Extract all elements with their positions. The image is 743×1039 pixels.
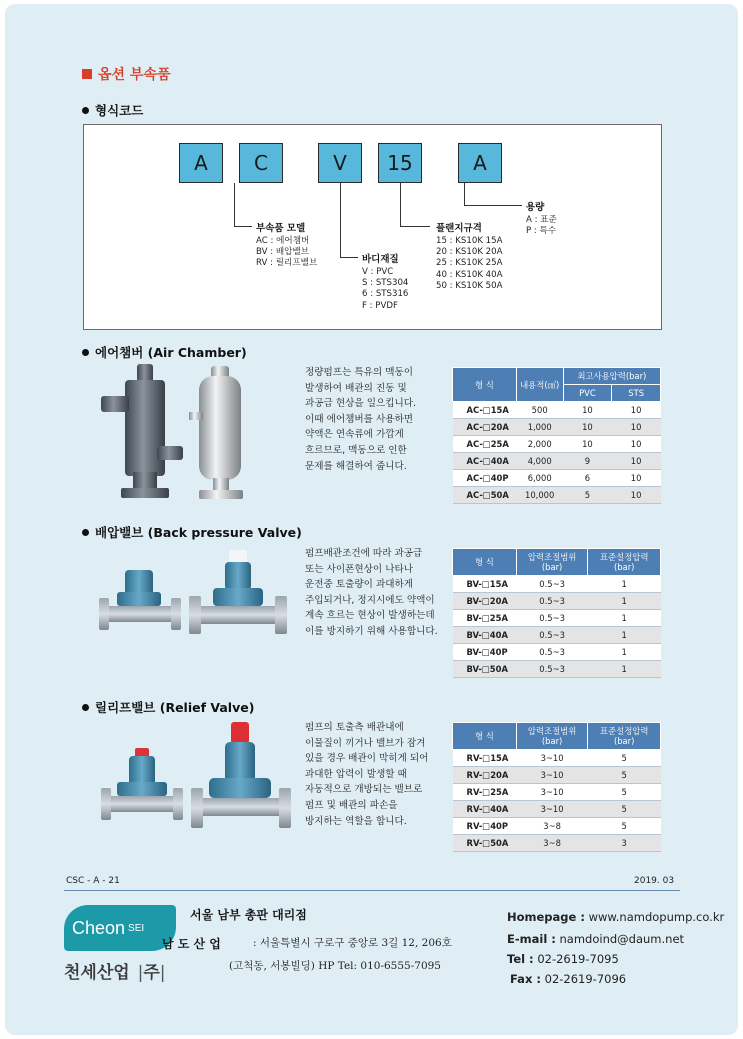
connector-line bbox=[340, 257, 358, 258]
back-pressure-title: 배압밸브 (Back pressure Valve) bbox=[82, 523, 302, 541]
small-relief-top-shape bbox=[129, 756, 155, 786]
code-box-3: V bbox=[318, 143, 362, 183]
pvc-flange-shape bbox=[121, 488, 169, 498]
col-header-model: 형 식 bbox=[453, 723, 517, 750]
col-header-range: 압력조절범위 (bar) bbox=[516, 549, 588, 576]
small-valve-flange-right-shape bbox=[171, 598, 181, 630]
connector-line bbox=[464, 205, 522, 206]
dealer-title: 서울 남부 총판 대리점 bbox=[190, 908, 307, 922]
connector-line bbox=[234, 226, 252, 227]
sts-side-pipe-shape bbox=[189, 412, 203, 420]
code-box-4: 15 bbox=[378, 143, 422, 183]
col-header-sts: STS bbox=[612, 385, 661, 402]
air-chamber-photo bbox=[95, 360, 295, 510]
homepage-line: Homepage : www.namdopump.co.kr bbox=[507, 910, 725, 924]
table-row: BV-□50A 0.5~3 1 bbox=[453, 661, 661, 678]
relief-description: 펌프의 토출측 배관내에 이물질이 끼거나 밸브가 잠겨 있을 경우 배관이 막히게 되어 과대한 압력이 발생할 때 자동적으로 개방되는 밸브로 펌프 및 배관의 파손을 방지하는 역할을 합니다. bbox=[305, 722, 429, 827]
large-relief-body-shape bbox=[209, 778, 271, 798]
large-valve-body-shape bbox=[213, 588, 263, 606]
bullet-icon bbox=[82, 107, 89, 114]
pvc-lower-port-shape bbox=[157, 446, 183, 460]
company-logo bbox=[64, 905, 176, 951]
connector-line bbox=[234, 183, 235, 226]
group-items-capacity: A : 표준 P : 특수 bbox=[526, 215, 557, 237]
small-relief-flange-left-shape bbox=[101, 788, 111, 820]
logo-text: Cheon bbox=[72, 917, 126, 938]
sts-body-shape bbox=[199, 376, 241, 480]
connector-line bbox=[400, 183, 401, 226]
connector-line bbox=[464, 183, 465, 205]
group-items-model: AC : 에어챔버 BV : 배압밸브 RV : 릴리프밸브 bbox=[256, 236, 318, 269]
code-box-1: A bbox=[179, 143, 223, 183]
col-header-max: 최고사용압력(bar) bbox=[563, 368, 660, 385]
group-items-flange: 15 : KS10K 15A 20 : KS10K 20A 25 : KS10K 25A 40 : KS10K 40A 50 : KS10K 50A bbox=[436, 236, 503, 291]
table-row: BV-□15A 0.5~3 1 bbox=[453, 576, 661, 593]
small-valve-pipe-shape bbox=[103, 606, 177, 622]
large-valve-cap-shape bbox=[229, 550, 247, 564]
small-relief-pipe-shape bbox=[105, 796, 179, 812]
table-row: AC-□40A 4,000 9 10 bbox=[453, 453, 661, 470]
dealer-address-1: : 서울특별시 구로구 중앙로 3길 12, 206호 bbox=[253, 937, 452, 949]
back-pressure-valve-photo bbox=[95, 548, 295, 658]
back-pressure-table bbox=[452, 548, 661, 678]
sts-neck-shape bbox=[213, 478, 229, 492]
code-box-2: C bbox=[239, 143, 283, 183]
large-valve-top-shape bbox=[225, 562, 251, 590]
pvc-cap-shape bbox=[137, 364, 153, 382]
company-name-ko: 천세산업 |주| bbox=[64, 963, 166, 983]
relief-valve-photo bbox=[95, 718, 295, 843]
code-box-5: A bbox=[458, 143, 502, 183]
bullet-icon bbox=[82, 529, 89, 536]
email-line: E-mail : namdoind@daum.net bbox=[507, 932, 685, 946]
doc-code: CSC - A - 21 bbox=[66, 876, 120, 886]
group-heading-model: 부속품 모델 bbox=[256, 223, 306, 234]
group-heading-capacity: 용량 bbox=[526, 202, 545, 213]
connector-line bbox=[340, 183, 341, 257]
large-relief-top-shape bbox=[225, 742, 255, 782]
code-title bbox=[82, 101, 143, 119]
table-row: RV-□20A 3~10 5 bbox=[453, 767, 661, 784]
small-valve-body-shape bbox=[117, 592, 161, 606]
table-row: RV-□25A 3~10 5 bbox=[453, 784, 661, 801]
doc-date: 2019. 03 bbox=[634, 876, 675, 886]
pvc-side-port-shape bbox=[101, 396, 129, 412]
large-valve-flange-left-shape bbox=[189, 596, 201, 634]
relief-table bbox=[452, 722, 661, 852]
homepage-link[interactable]: www.namdopump.co.kr bbox=[588, 910, 725, 924]
air-chamber-description: 정량펌프는 특유의 맥동이 발생하여 배관의 진동 및 과공급 현상을 일으킵니다. 이때 에어챔버를 사용하면 약액은 연속류에 가깝게 흐르므로, 맥동으로 인한 문제를 해결하여 줍니다. bbox=[305, 367, 417, 472]
col-header-model: 형 식 bbox=[453, 549, 517, 576]
col-header-volume: 내용적(㎤) bbox=[516, 368, 563, 402]
air-chamber-table bbox=[452, 367, 661, 504]
large-valve-pipe-shape bbox=[195, 606, 281, 624]
air-chamber-title: 에어챔버 (Air Chamber) bbox=[82, 343, 247, 361]
table-row: BV-□40P 0.5~3 1 bbox=[453, 644, 661, 661]
type-code-diagram bbox=[83, 124, 662, 330]
tel-line: Tel : 02-2619-7095 bbox=[507, 952, 619, 966]
pvc-body-shape bbox=[125, 380, 165, 476]
square-bullet-icon bbox=[82, 69, 92, 79]
group-heading-body: 바디재질 bbox=[362, 254, 399, 265]
table-row: RV-□50A 3~8 3 bbox=[453, 835, 661, 852]
group-heading-flange: 플랜지규격 bbox=[436, 223, 482, 234]
table-row: RV-□40P 3~8 5 bbox=[453, 818, 661, 835]
table-row: BV-□20A 0.5~3 1 bbox=[453, 593, 661, 610]
footer-divider bbox=[64, 890, 680, 891]
table-row: AC-□40P 6,000 6 10 bbox=[453, 470, 661, 487]
fax-line: Fax : 02-2619-7096 bbox=[510, 972, 627, 986]
large-relief-pipe-shape bbox=[197, 798, 285, 816]
col-header-set: 표준설정압력 (bar) bbox=[588, 723, 661, 750]
dealer-name: 남 도 산 업 bbox=[162, 937, 221, 951]
table-row: BV-□25A 0.5~3 1 bbox=[453, 610, 661, 627]
email-link[interactable]: namdoind@daum.net bbox=[559, 932, 685, 946]
relief-title: 릴리프밸브 (Relief Valve) bbox=[82, 698, 254, 716]
large-valve-flange-right-shape bbox=[275, 596, 287, 634]
large-relief-flange-right-shape bbox=[279, 788, 291, 828]
small-relief-flange-right-shape bbox=[173, 788, 183, 820]
col-header-pvc: PVC bbox=[563, 385, 612, 402]
sts-flange-shape bbox=[199, 490, 243, 499]
code-title-text: 형식코드 bbox=[95, 103, 144, 118]
connector-line bbox=[400, 226, 430, 227]
table-row: AC-□20A 1,000 10 10 bbox=[453, 419, 661, 436]
col-header-model: 형 식 bbox=[453, 368, 517, 402]
table-row: AC-□50A 10,000 5 10 bbox=[453, 487, 661, 504]
table-row: RV-□15A 3~10 5 bbox=[453, 750, 661, 767]
table-row: RV-□40A 3~10 5 bbox=[453, 801, 661, 818]
section-title bbox=[82, 64, 171, 84]
small-relief-body-shape bbox=[117, 782, 167, 796]
col-header-range: 압력조절범위 (bar) bbox=[516, 723, 588, 750]
large-relief-cap-shape bbox=[231, 722, 249, 744]
group-items-body: V : PVC S : STS304 6 : STS316 F : PVDF bbox=[362, 267, 409, 311]
col-header-set: 표준설정압력 (bar) bbox=[588, 549, 661, 576]
dealer-address-2: (고척동, 서봉빌딩) HP Tel: 010-6555-7095 bbox=[229, 960, 441, 972]
large-relief-flange-left-shape bbox=[191, 788, 203, 828]
small-valve-flange-left-shape bbox=[99, 598, 109, 630]
table-row: AC-□25A 2,000 10 10 bbox=[453, 436, 661, 453]
back-pressure-description: 펌프배관조건에 따라 과공급 또는 사이폰현상이 나타나 운전중 토출량이 과대하게 주입되거나, 정지시에도 약액이 계속 흐르는 현상이 발생하는데 이를 방지하기 위해 사용합니다. bbox=[305, 548, 438, 637]
section-title-text: 옵션 부속품 bbox=[98, 67, 171, 83]
bullet-icon bbox=[82, 704, 89, 711]
table-row: AC-□15A 500 10 10 bbox=[453, 402, 661, 419]
logo-text-small: SEI bbox=[128, 922, 145, 934]
table-row: BV-□40A 0.5~3 1 bbox=[453, 627, 661, 644]
bullet-icon bbox=[82, 349, 89, 356]
